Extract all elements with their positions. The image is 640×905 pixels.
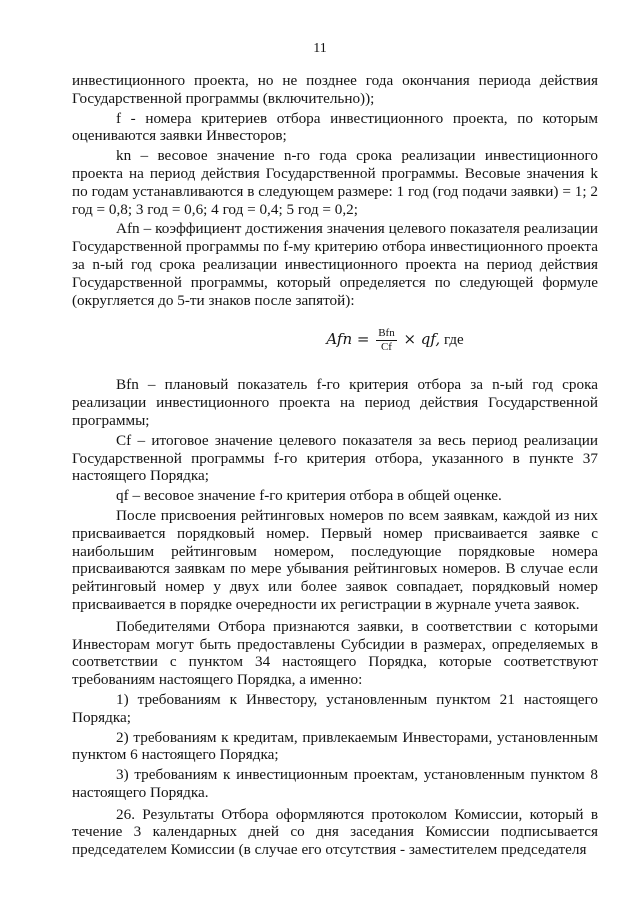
- formula-afn: [192, 327, 598, 354]
- formula-rhs: × qf,: [403, 330, 441, 349]
- paragraph-section-26: 26. Результаты Отбора оформляются протоколом Комиссии, который в течение 3 календарных дней со дня заседания Комиссии подписывается председателем Комиссии (в случае его отсутствия - заместителем председателя: [72, 805, 598, 859]
- paragraph-afn-definition: Afn – коэффициент достижения значения целевого показателя реализации Государственной программы по f-му критерию отбора инвестиционного проекта за n-ый год срока реализации инвестиционного проекта на период действия Государственной программы, который определяется по следующей формуле (округляется до 5-ти знаков после запятой):: [72, 220, 598, 309]
- paragraph-ranking: После присвоения рейтинговых номеров по всем заявкам, каждой из них присваивается порядковый номер. Первый номер присваивается заявке с наибольшим рейтинговым номером, последующие порядковые номера присваиваются заявкам по мере убывания рейтинговых номеров. В случае если рейтинговый номер у двух или более заявок совпадает, порядковый номер присваивается в порядке очередности их регистрации в журнале учета заявок.: [72, 506, 598, 613]
- paragraph-winners: Победителями Отбора признаются заявки, в соответствии с которыми Инвесторам могут быть предоставлены Субсидии в размерах, определяемых в соответствии с пунктом 34 настоящего Порядка, которые соответствуют требованиям настоящего Порядка, а именно:: [72, 617, 598, 689]
- page-number: 11: [313, 41, 327, 56]
- formula-lhs: Afn =: [326, 330, 370, 349]
- paragraph-kn-definition: kn – весовое значение n-го года срока реализации инвестиционного проекта на период действия Государственной программы. Весовые значения k по годам устанавливаются в следующем размере: 1 год (год подачи заявки) = 1; 2 год = 0,8; 3 год = 0,6; 4 год = 0,4; 5 год = 0,2;: [72, 147, 598, 218]
- list-item-project-requirements: 3) требованиям к инвестиционным проектам, установленным пунктом 8 настоящего Порядка.: [72, 766, 598, 801]
- list-item-credit-requirements: 2) требованиям к кредитам, привлекаемым Инвесторами, установленным пунктом 6 настоящего Порядка;: [72, 728, 598, 764]
- list-item-investor-requirements: 1) требованиям к Инвестору, установленным пунктом 21 настоящего Порядка;: [72, 690, 598, 726]
- formula-numerator: Bfn: [378, 327, 395, 340]
- formula-denominator: Cf: [380, 341, 392, 354]
- formula-suffix: где: [443, 332, 464, 349]
- document-body: [72, 72, 598, 861]
- formula-fraction: [376, 327, 397, 354]
- paragraph-cf-definition: Cf – итоговое значение целевого показателя за весь период реализации Государственной программы f-го критерия отбора, указанного в пункте 37 настоящего Порядка;: [72, 431, 598, 485]
- paragraph-bfn-definition: Bfn – плановый показатель f-го критерия отбора за n-ый год срока реализации инвестиционного проекта на период действия Государственной программы;: [72, 376, 598, 429]
- paragraph-continuation: инвестиционного проекта, но не позднее года окончания периода действия Государственной программы (включительно));: [72, 72, 598, 107]
- paragraph-qf-definition: qf – весовое значение f-го критерия отбора в общей оценке.: [116, 487, 502, 505]
- paragraph-f-definition: f - номера критериев отбора инвестиционного проекта, по которым оцениваются заявки Инвесторов;: [72, 109, 598, 145]
